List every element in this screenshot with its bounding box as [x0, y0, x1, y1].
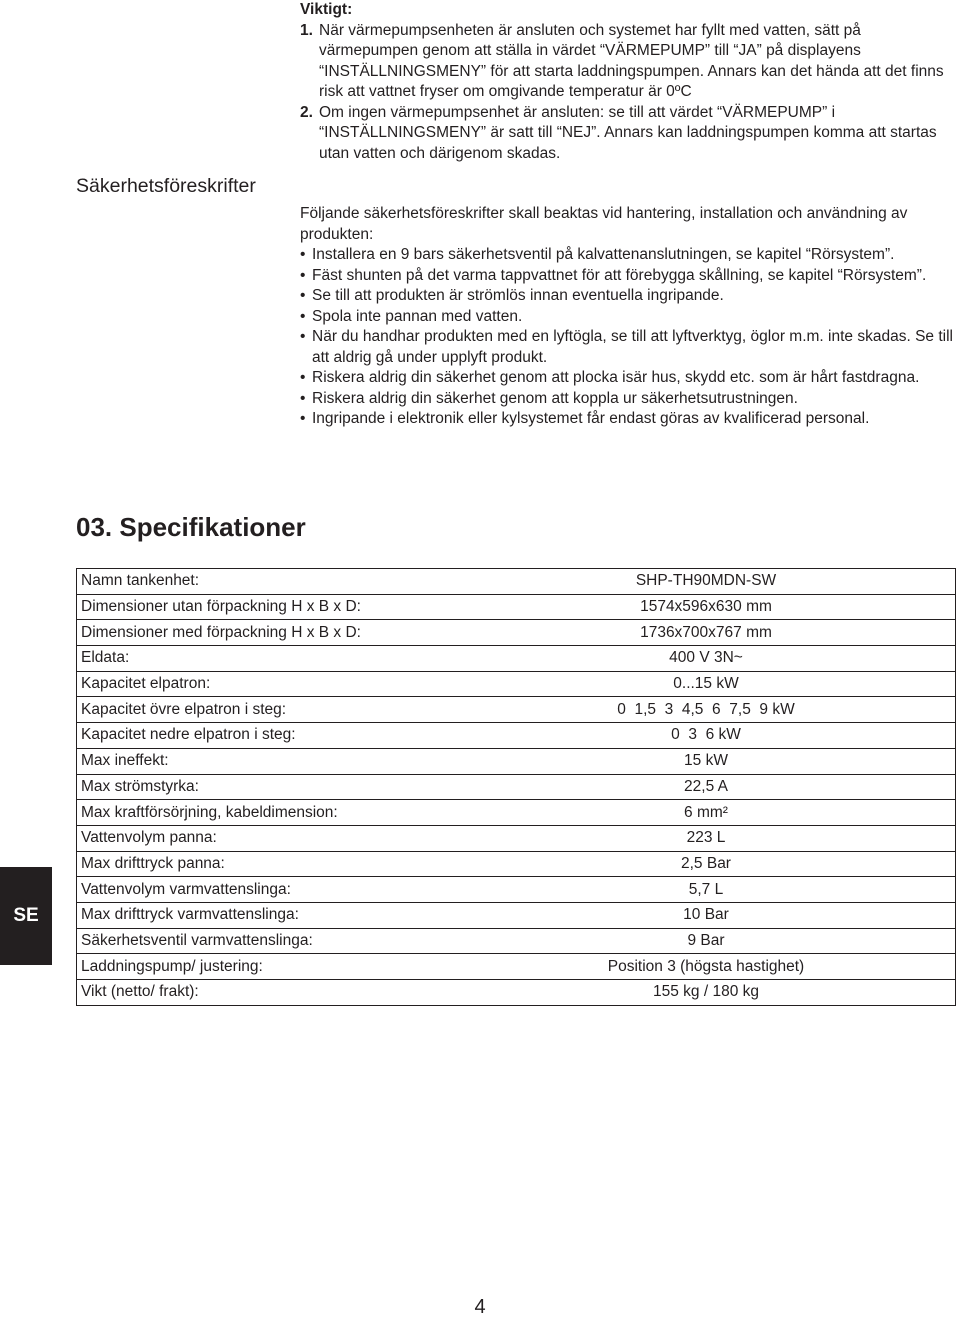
spec-value: 155 kg / 180 kg [457, 980, 956, 1006]
spec-label: Namn tankenhet: [77, 569, 458, 595]
spec-value: 1736x700x767 mm [457, 620, 956, 646]
safety-heading: Säkerhetsföreskrifter [76, 175, 256, 197]
spec-label: Max kraftförsörjning, kabeldimension: [77, 800, 458, 826]
spec-label: Kapacitet övre elpatron i steg: [77, 697, 458, 723]
safety-list-item: • Spola inte pannan med vatten. [300, 307, 955, 328]
spec-label: Dimensioner utan förpackning H x B x D: [77, 594, 458, 620]
page-number: 4 [474, 1296, 486, 1318]
table-row [77, 800, 956, 826]
spec-value: 6 mm² [457, 800, 956, 826]
important-item-number: 1. [300, 21, 313, 39]
safety-list-item: • Installera en 9 bars säkerhetsventil på kalvattenanslutningen, se kapitel “Rörsystem”. [300, 245, 955, 266]
spec-value: 5,7 L [457, 877, 956, 903]
spec-value: Position 3 (högsta hastighet) [457, 954, 956, 980]
table-row [77, 877, 956, 903]
table-row [77, 774, 956, 800]
spec-label: Max strömstyrka: [77, 774, 458, 800]
table-row [77, 646, 956, 672]
language-tab: SE [0, 867, 52, 965]
important-notice [300, 0, 955, 164]
table-row [77, 723, 956, 749]
safety-list-item: • Se till att produkten är strömlös innan eventuella ingripande. [300, 286, 955, 307]
spec-value: 22,5 A [457, 774, 956, 800]
spec-label: Max drifttryck panna: [77, 851, 458, 877]
spec-label: Vattenvolym panna: [77, 825, 458, 851]
spec-label: Max ineffekt: [77, 748, 458, 774]
spec-label: Dimensioner med förpackning H x B x D: [77, 620, 458, 646]
spec-label: Vattenvolym varmvattenslinga: [77, 877, 458, 903]
important-title: Viktigt: [300, 1, 353, 18]
spec-value: 15 kW [457, 748, 956, 774]
table-row [77, 928, 956, 954]
spec-label: Säkerhetsventil varmvattenslinga: [77, 928, 458, 954]
important-item-number: 2. [300, 103, 313, 121]
spec-label: Max drifttryck varmvattenslinga: [77, 902, 458, 928]
spec-value: 1574x596x630 mm [457, 594, 956, 620]
important-item-text: Om ingen värmepumpsenhet är ansluten: se till att värdet “VÄRMEPUMP” i “INSTÄLLNINGSMENY” är satt till “NEJ”. Annars kan laddningspumpen komma att startas utan vatten och därigenom skadas. [319, 103, 937, 162]
table-row [77, 851, 956, 877]
safety-list-item: • När du handhar produkten med en lyftögla, se till att lyftverktyg, öglor m.m. inte skadas. Se till att aldrig gå under upplyft produkt. [300, 327, 955, 368]
spec-value: 0...15 kW [457, 671, 956, 697]
spec-label: Kapacitet elpatron: [77, 671, 458, 697]
safety-list-item: • Fäst shunten på det varma tappvattnet för att förebygga skållning, se kapitel “Rörsystem”. [300, 266, 955, 287]
safety-intro: Följande säkerhetsföreskrifter skall beaktas vid hantering, installation och användning av produkten: [300, 205, 908, 243]
safety-section [300, 204, 955, 430]
table-row [77, 954, 956, 980]
section-title: 03. Specifikationer [76, 512, 306, 542]
safety-list-item: • Riskera aldrig din säkerhet genom att koppla ur säkerhetsutrustningen. [300, 389, 955, 410]
spec-value: 0 3 6 kW [457, 723, 956, 749]
table-row [77, 697, 956, 723]
table-row [77, 671, 956, 697]
table-row [77, 594, 956, 620]
important-item [300, 21, 955, 103]
important-item-text: När värmepumpsenheten är ansluten och systemet har fyllt med vatten, sätt på värmepumpen genom att ställa in värdet “VÄRMEPUMP” till “JA” på displayens “INSTÄLLNINGSMENY” för att starta laddningspumpen. Annars kan det hända att det finns risk att vattnet fryser om omgivande temperatur är 0ºC [319, 21, 944, 100]
table-row [77, 569, 956, 595]
spec-value: SHP-TH90MDN-SW [457, 569, 956, 595]
specifications-table [76, 568, 956, 1006]
table-row [77, 980, 956, 1006]
table-row [77, 902, 956, 928]
safety-list [300, 245, 955, 430]
safety-list-item: • Riskera aldrig din säkerhet genom att plocka isär hus, skydd etc. som är hårt fastdragna. [300, 368, 955, 389]
spec-label: Vikt (netto/ frakt): [77, 980, 458, 1006]
spec-value: 0 1,5 3 4,5 6 7,5 9 kW [457, 697, 956, 723]
spec-label: Laddningspump/ justering: [77, 954, 458, 980]
spec-value: 223 L [457, 825, 956, 851]
spec-value: 2,5 Bar [457, 851, 956, 877]
safety-list-item: • Ingripande i elektronik eller kylsystemet får endast göras av kvalificerad personal. [300, 409, 955, 430]
spec-value: 10 Bar [457, 902, 956, 928]
table-row [77, 825, 956, 851]
important-item [300, 103, 955, 165]
spec-value: 400 V 3N~ [457, 646, 956, 672]
spec-label: Eldata: [77, 646, 458, 672]
spec-value: 9 Bar [457, 928, 956, 954]
table-row [77, 748, 956, 774]
spec-label: Kapacitet nedre elpatron i steg: [77, 723, 458, 749]
table-row [77, 620, 956, 646]
